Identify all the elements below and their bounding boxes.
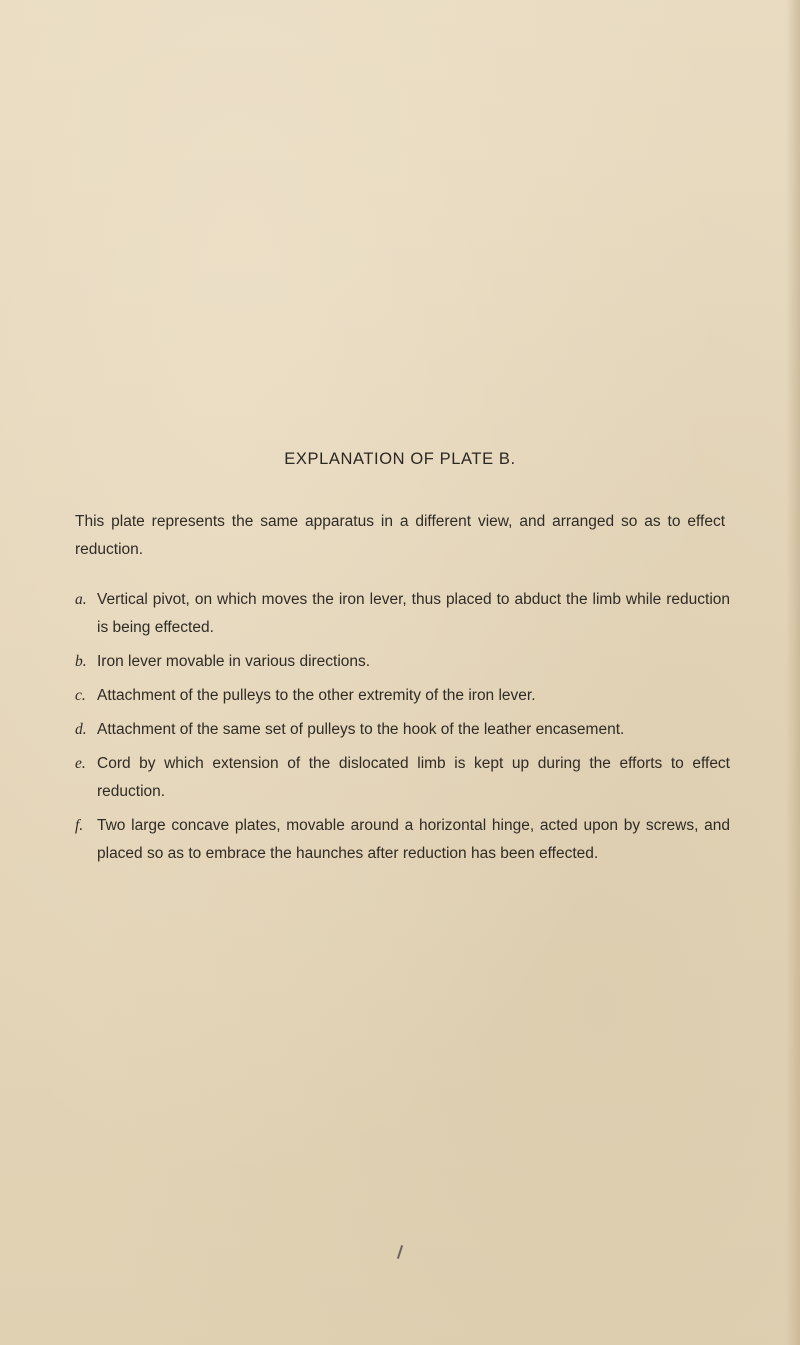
pencil-mark: [397, 1245, 403, 1259]
legend-item-f: [75, 812, 730, 868]
legend-text: Attachment of the same set of pulleys to the hook of the leather encasement.: [97, 721, 625, 738]
legend-letter: d.: [75, 721, 87, 738]
legend-text: Iron lever movable in various directions.: [97, 653, 371, 670]
legend-item-b: [75, 648, 730, 676]
intro-paragraph: This plate represents the same apparatus in a different view, and arranged so as to effect reduction.: [75, 513, 725, 558]
legend-text: Cord by which extension of the dislocated limb is kept up during the efforts to effect reduction.: [97, 755, 730, 800]
legend-letter: e.: [75, 755, 86, 772]
legend-item-c: [75, 682, 730, 710]
page-title: EXPLANATION OF PLATE B.: [284, 450, 516, 468]
legend-letter: f.: [75, 817, 84, 834]
legend-item-e: [75, 750, 730, 806]
legend-list: [75, 586, 730, 874]
legend-letter: a.: [75, 591, 87, 608]
legend-text: Vertical pivot, on which moves the iron lever, thus placed to abduct the limb while reduction is being effected.: [97, 591, 730, 636]
legend-text: Two large concave plates, movable around a horizontal hinge, acted upon by screws, and placed so as to embrace the haunches after reduction has been effected.: [97, 817, 730, 862]
page-edge-shadow: [786, 0, 800, 1345]
legend-letter: b.: [75, 653, 87, 670]
legend-item-d: [75, 716, 730, 744]
legend-item-a: [75, 586, 730, 642]
legend-text: Attachment of the pulleys to the other extremity of the iron lever.: [97, 687, 536, 704]
legend-letter: c.: [75, 687, 86, 704]
